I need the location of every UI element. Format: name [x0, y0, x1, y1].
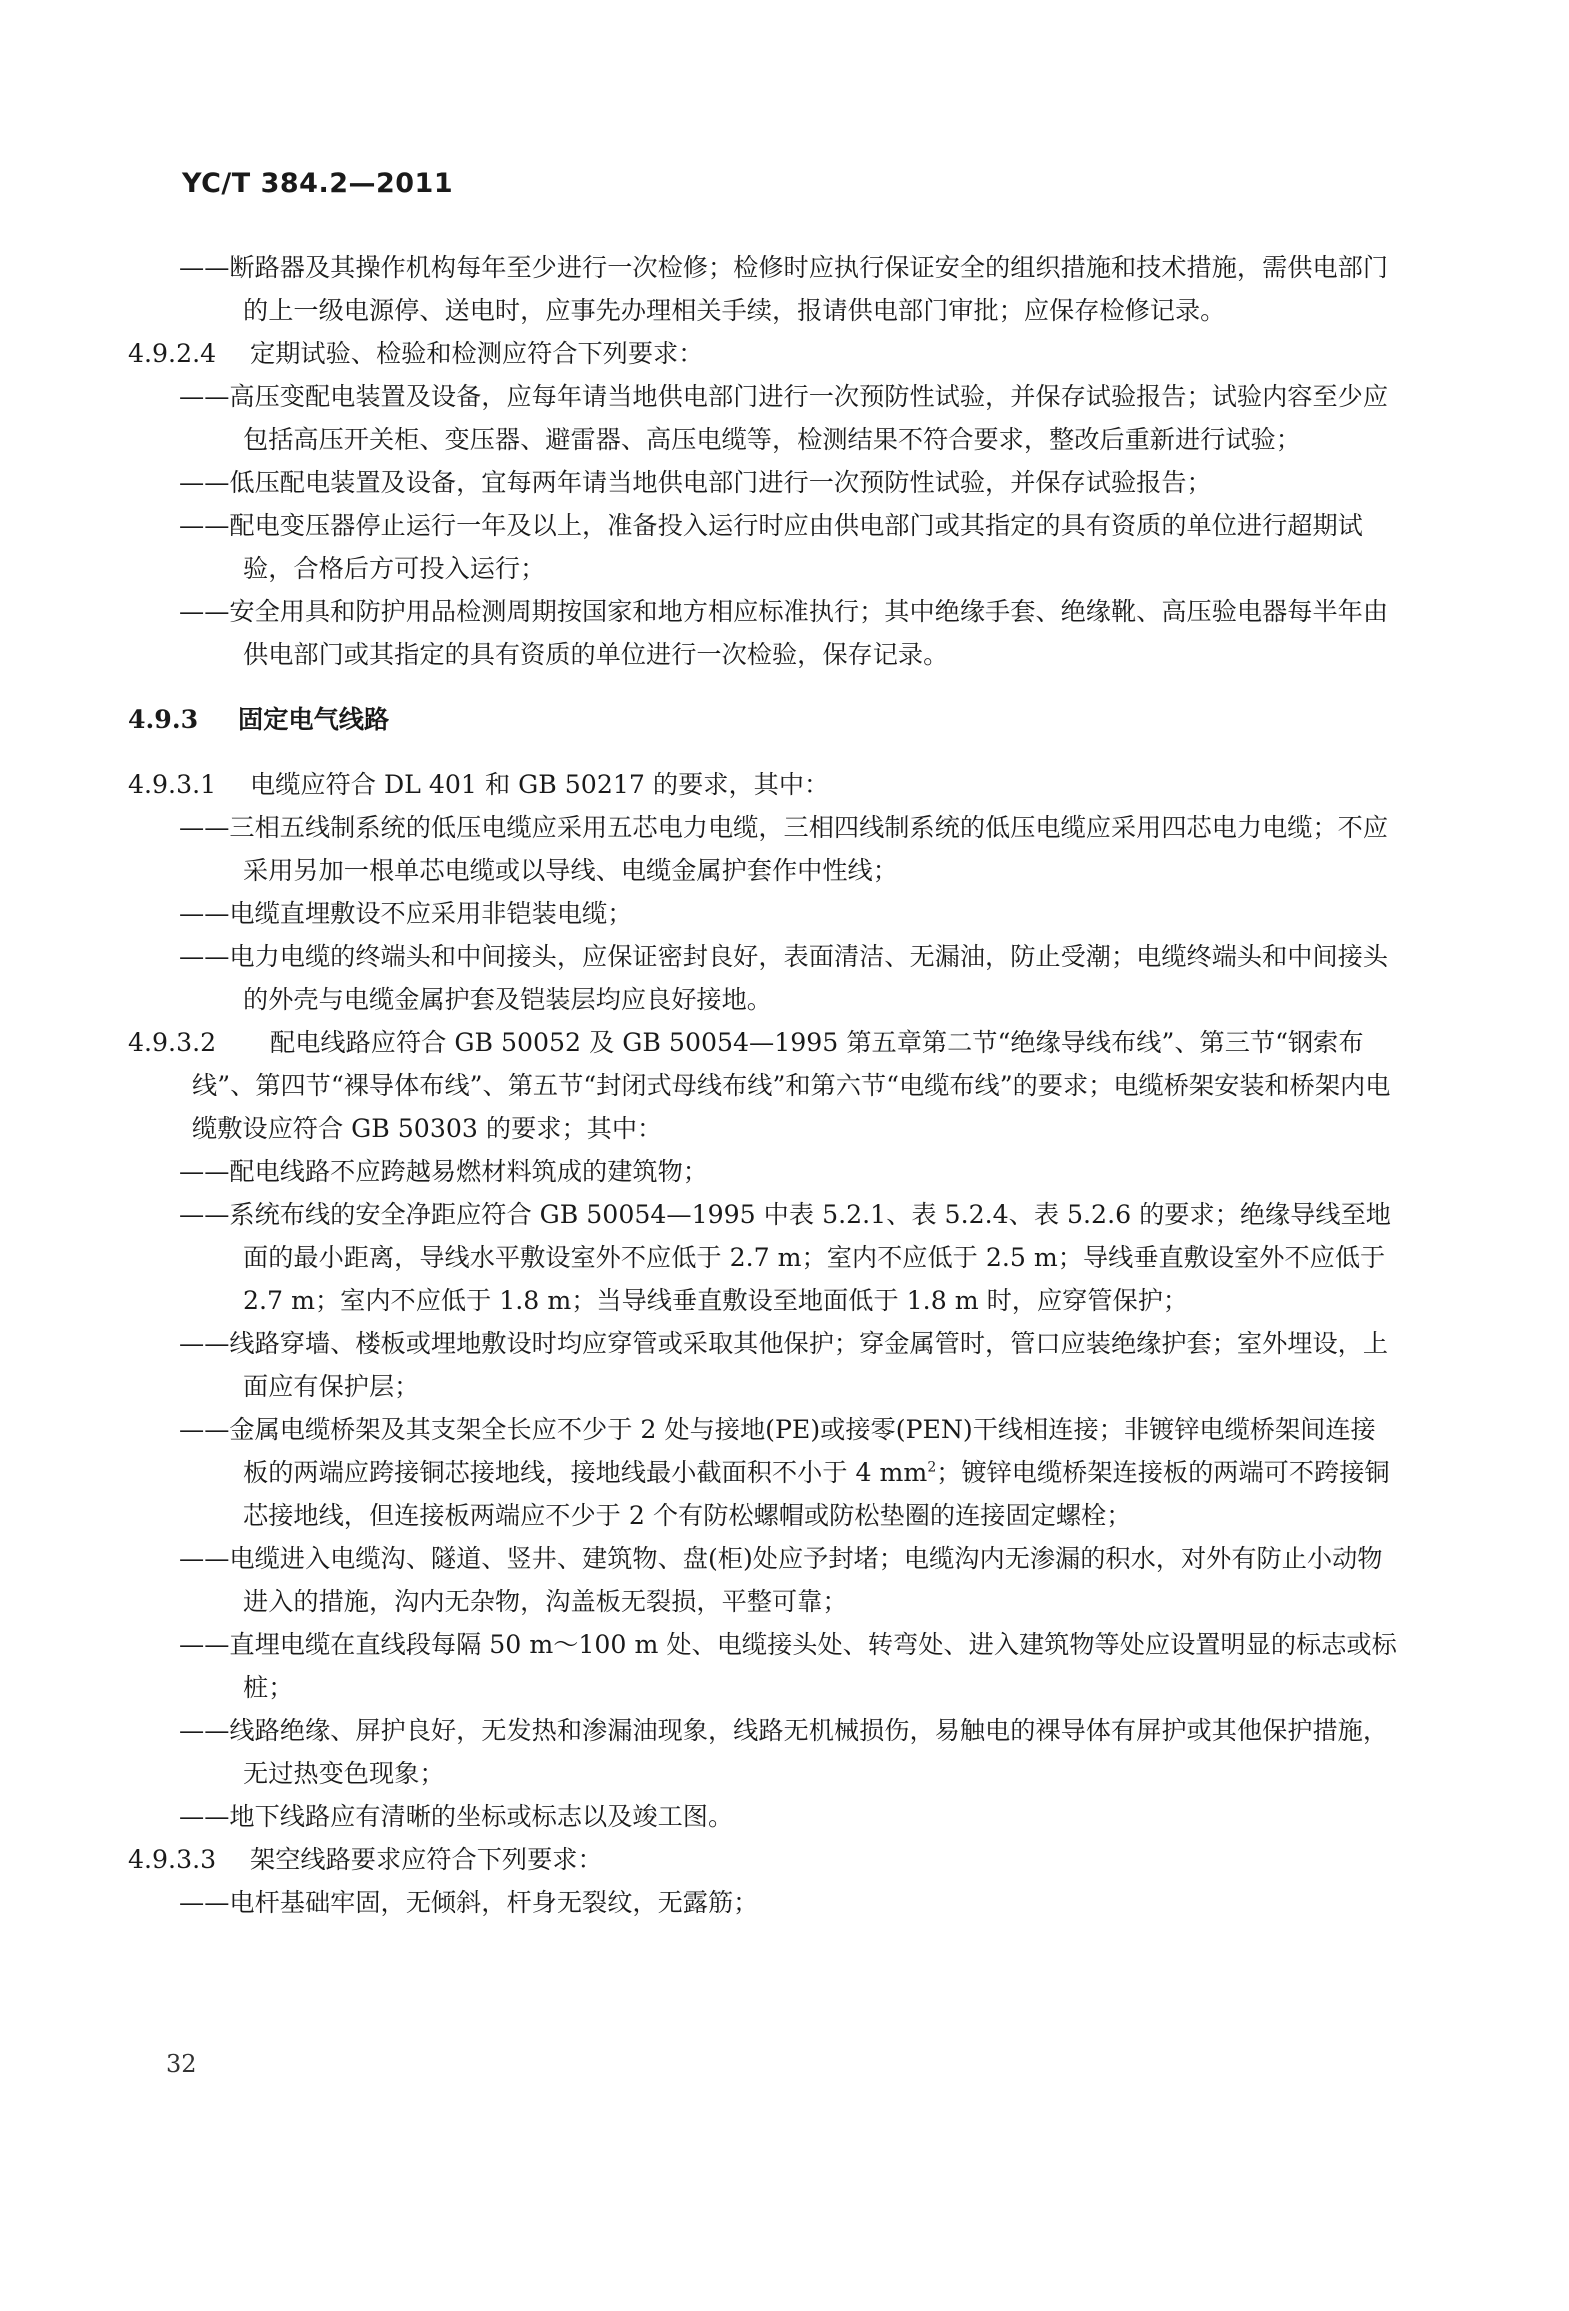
list-item: ——电缆进入电缆沟、隧道、竖井、建筑物、盘(柜)处应予封堵；电缆沟内无渗漏的积水，对外有防止小动物进入的措施，沟内无杂物，沟盖板无裂损，平整可靠； [179, 1544, 1383, 1616]
clause-text: 定期试验、检验和检测应符合下列要求： [250, 339, 704, 368]
list-item-text: ——金属电缆桥架及其支架全长应不少于 2 处与接地(PE)或接零(PEN)干线相连接；非镀锌电缆桥架间连接板的两端应跨接铜芯接地线，接地线最小截面积不小于 4 mm [179, 1415, 1376, 1487]
clause-4-9-2-4 [128, 332, 1400, 375]
list-item: ——电缆直埋敷设不应采用非铠装电缆； [179, 899, 633, 928]
list-item: ——直埋电缆在直线段每隔 50 m～100 m 处、电缆接头处、转弯处、进入建筑物等处应设置明显的标志或标桩； [179, 1630, 1397, 1702]
superscript: 2 [927, 1459, 937, 1476]
page-number: 32 [166, 2050, 197, 2078]
clause-number: 4.9.3.3 [128, 1845, 217, 1874]
clause-text: 电缆应符合 DL 401 和 GB 50217 的要求，其中： [250, 770, 830, 799]
list-item: ——电杆基础牢固，无倾斜，杆身无裂纹，无露筋； [179, 1888, 759, 1917]
list-item [128, 1408, 1400, 1537]
clause-text: 配电线路应符合 GB 50052 及 GB 50054—1995 第五章第二节“绝缘导线布线”、第三节“钢索布线”、第四节“裸导体布线”、第五节“封闭式母线布线”和第六节“电缆布线”的要求；电缆桥架安装和桥架内电缆敷设应符合 GB 50303 的要求；其中： [192, 1028, 1391, 1143]
clause-number: 4.9.3.2 [128, 1028, 217, 1057]
clause-4-9-3-2 [128, 1021, 1400, 1150]
page-body [128, 246, 1400, 1924]
clause-4-9-3-1 [128, 763, 1400, 806]
list-item: ——断路器及其操作机构每年至少进行一次检修；检修时应执行保证安全的组织措施和技术措施，需供电部门的上一级电源停、送电时，应事先办理相关手续，报请供电部门审批；应保存检修记录。 [179, 253, 1388, 325]
standard-code-header: YC/T 384.2—2011 [182, 168, 454, 199]
clause-text: 架空线路要求应符合下列要求： [250, 1845, 603, 1874]
section-title: 固定电气线路 [238, 704, 390, 734]
list-item: ——三相五线制系统的低压电缆应采用五芯电力电缆，三相四线制系统的低压电缆应采用四芯电力电缆；不应采用另加一根单芯电缆或以导线、电缆金属护套作中性线； [179, 813, 1388, 885]
list-item: ——线路绝缘、屏护良好，无发热和渗漏油现象，线路无机械损伤，易触电的裸导体有屏护或其他保护措施，无过热变色现象； [179, 1716, 1388, 1788]
list-item-text: ；镀锌电缆桥架连接板的两端可不跨接铜芯接地线，但连接板两端应不少于 2 个有防松螺帽或防松垫圈的连接固定螺栓； [243, 1458, 1390, 1530]
clause-number: 4.9.3.1 [128, 770, 217, 799]
list-item: ——安全用具和防护用品检测周期按国家和地方相应标准执行；其中绝缘手套、绝缘靴、高压验电器每半年由供电部门或其指定的具有资质的单位进行一次检验，保存记录。 [179, 597, 1388, 669]
list-item: ——线路穿墙、楼板或埋地敷设时均应穿管或采取其他保护；穿金属管时，管口应装绝缘护套；室外埋设，上面应有保护层； [179, 1329, 1388, 1401]
list-item: ——系统布线的安全净距应符合 GB 50054—1995 中表 5.2.1、表 5.2.4、表 5.2.6 的要求；绝缘导线至地面的最小距离，导线水平敷设室外不应低于 2.7 m；室内不应低于 2.5 m；导线垂直敷设室外不应低于 2.7 m；室内不应低于 1.8 m；当导线垂直敷设至地面低于 1.8 m 时，应穿管保护； [179, 1200, 1391, 1315]
list-item: ——电力电缆的终端头和中间接头，应保证密封良好，表面清洁、无漏油，防止受潮；电缆终端头和中间接头的外壳与电缆金属护套及铠装层均应良好接地。 [179, 942, 1388, 1014]
list-item: ——高压变配电装置及设备，应每年请当地供电部门进行一次预防性试验，并保存试验报告；试验内容至少应包括高压开关柜、变压器、避雷器、高压电缆等，检测结果不符合要求，整改后重新进行试验； [179, 382, 1388, 454]
clause-number: 4.9.2.4 [128, 339, 217, 368]
list-item: ——配电线路不应跨越易燃材料筑成的建筑物； [179, 1157, 708, 1186]
section-number: 4.9.3 [128, 704, 199, 734]
list-item: ——低压配电装置及设备，宜每两年请当地供电部门进行一次预防性试验，并保存试验报告； [179, 468, 1212, 497]
list-item: ——地下线路应有清晰的坐标或标志以及竣工图。 [179, 1802, 734, 1831]
section-heading-4-9-3 [128, 698, 1400, 741]
list-item: ——配电变压器停止运行一年及以上，准备投入运行时应由供电部门或其指定的具有资质的单位进行超期试验，合格后方可投入运行； [179, 511, 1363, 583]
clause-4-9-3-3 [128, 1838, 1400, 1881]
